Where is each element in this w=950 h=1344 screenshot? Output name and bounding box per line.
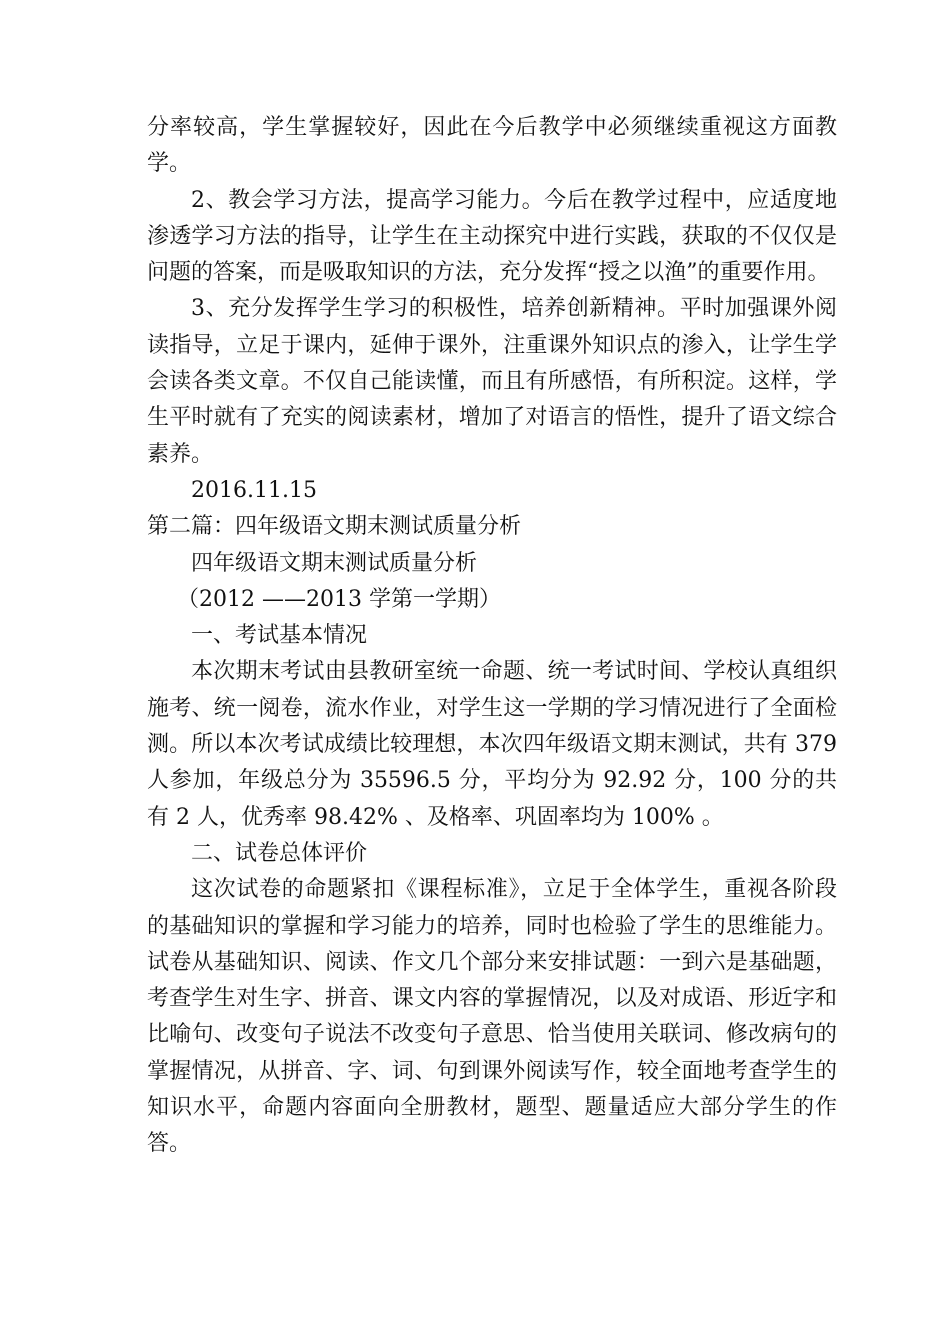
- item-2-paragraph: 2、教会学习方法，提高学习能力。今后在教学过程中，应适度地渗透学习方法的指导，让学生在主动探究中进行实践，获取的不仅仅是问题的答案，而是吸取知识的方法，充分发挥“授之以渔”的重要作用。: [147, 187, 837, 286]
- part-2-title: 四年级语文期末测试质量分析: [191, 550, 478, 576]
- part-2-heading: 第二篇：四年级语文期末测试质量分析: [147, 514, 522, 540]
- continuation-paragraph: 分率较高，学生掌握较好，因此在今后教学中必须继续重视这方面教学。: [147, 115, 837, 177]
- part-2-term: （2012 ——2013 学第一学期）: [177, 586, 501, 612]
- section-2-heading: 二、试卷总体评价: [191, 840, 368, 866]
- section-1-heading: 一、考试基本情况: [191, 623, 368, 649]
- section-1-paragraph: 本次期末考试由县教研室统一命题、统一考试时间、学校认真组织施考、统一阅卷，流水作业，对学生这一学期的学习情况进行了全面检测。所以本次考试成绩比较理想，本次四年级语文期末测试，共有 379 人参加，年级总分为 35596.5 分，平均分为 92.92 分，100 分的共有 2 人，优秀率 98.42% 、及格率、巩固率均为 100% 。: [147, 659, 837, 830]
- document-page: [147, 110, 837, 1163]
- date-line: 2016.11.15: [191, 477, 317, 503]
- section-2-paragraph: 这次试卷的命题紧扣《课程标准》，立足于全体学生，重视各阶段的基础知识的掌握和学习能力的培养，同时也检验了学生的思维能力。试卷从基础知识、阅读、作文几个部分来安排试题：一到六是基础题，考查学生对生字、拼音、课文内容的掌握情况，以及对成语、形近字和比喻句、改变句子说法不改变句子意思、恰当使用关联词、修改病句的掌握情况，从拼音、字、词、句到课外阅读写作，较全面地考查学生的知识水平，命题内容面向全册教材，题型、题量适应大部分学生的作答。: [147, 877, 837, 1157]
- item-3-paragraph: 3、充分发挥学生学习的积极性，培养创新精神。平时加强课外阅读指导，立足于课内，延伸于课外，注重课外知识点的渗入，让学生学会读各类文章。不仅自己能读懂，而且有所感悟，有所积淀。这样，学生平时就有了充实的阅读素材，增加了对语言的悟性，提升了语文综合素养。: [147, 296, 837, 467]
